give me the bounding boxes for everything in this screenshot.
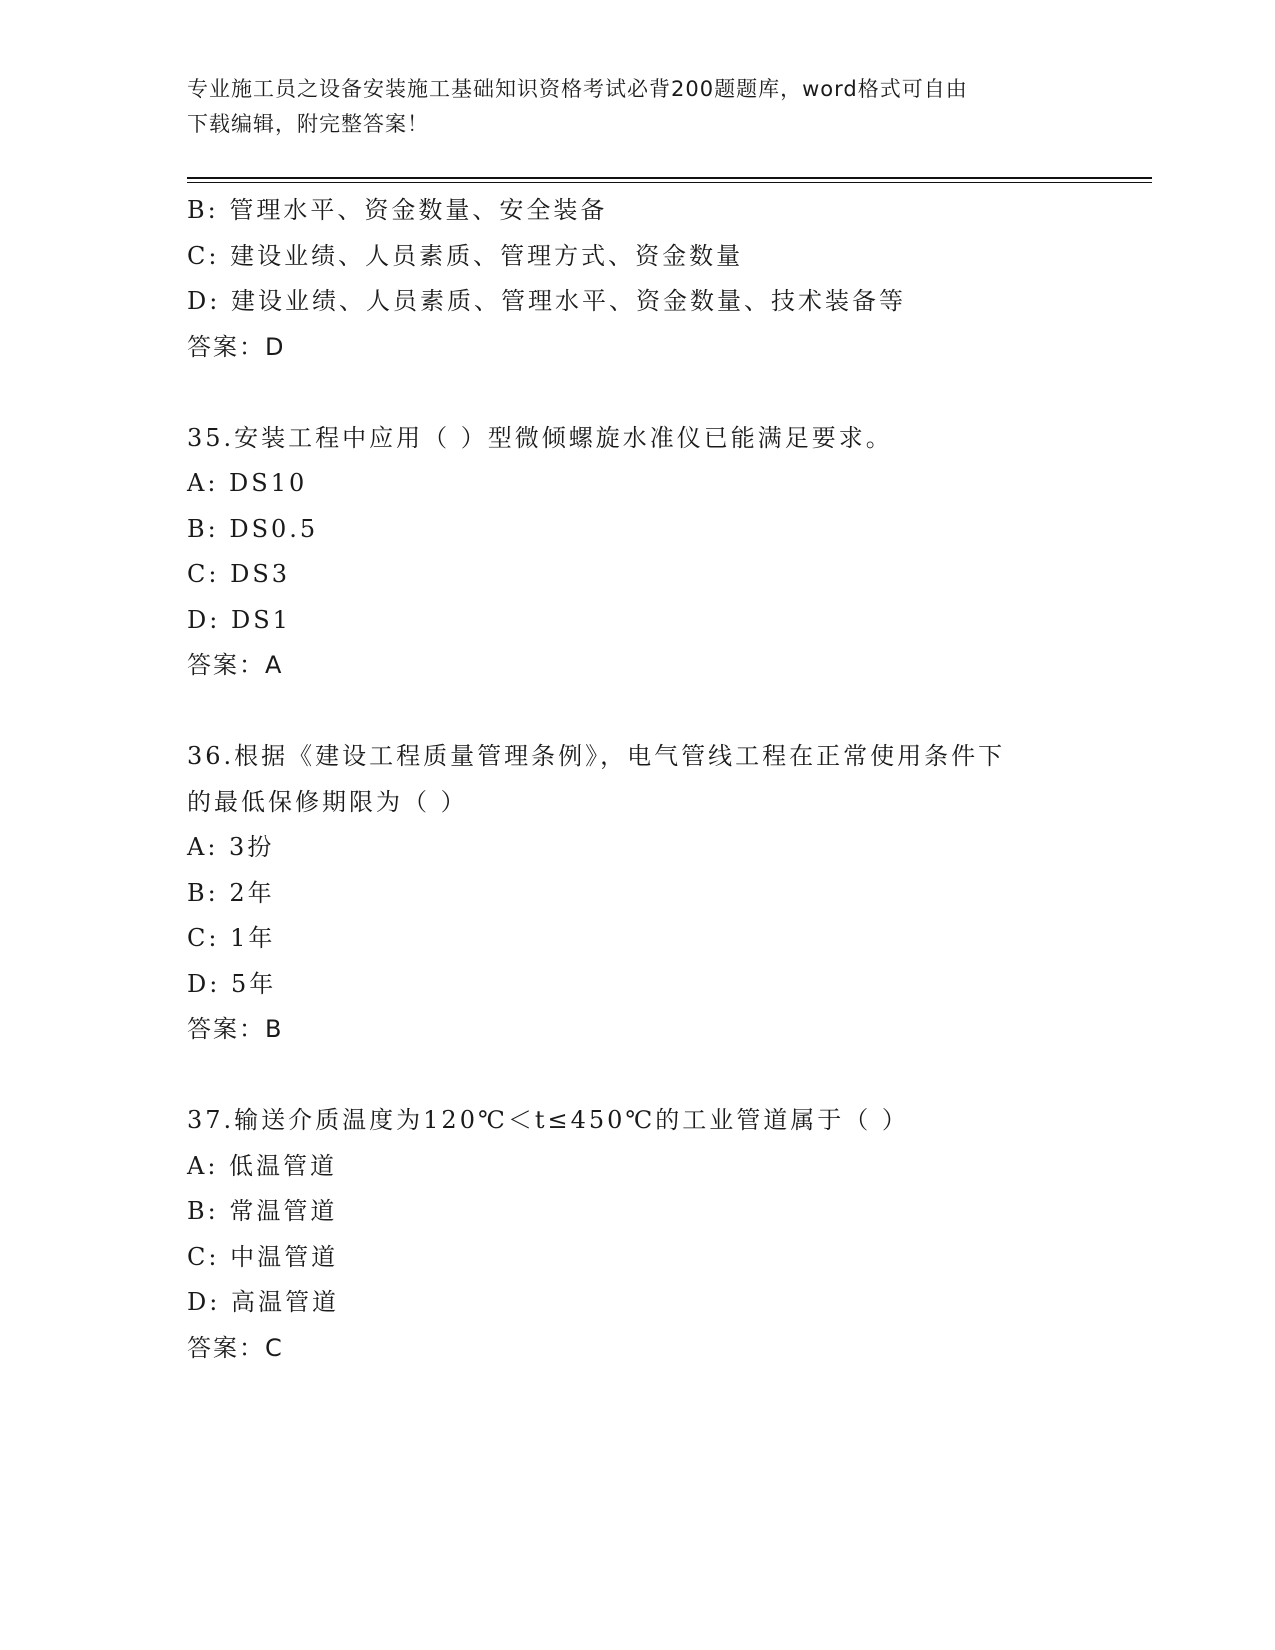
- option-b: B: 2年: [187, 878, 275, 907]
- question-37: [187, 1098, 1152, 1371]
- option-d: D: 5年: [187, 969, 277, 998]
- question-stem-line-1: 36.根据《建设工程质量管理条例》，电气管线工程在正常使用条件下: [187, 742, 1006, 770]
- option-a: A: DS10: [187, 469, 308, 497]
- answer-line: 答案：B: [187, 1015, 284, 1043]
- option-c: C: 中温管道: [187, 1242, 339, 1271]
- option-d: D: 建设业绩、人员素质、管理水平、资金数量、技术装备等: [187, 287, 906, 315]
- question-content: [187, 188, 1152, 1371]
- question-stem: 37.输送介质温度为120℃＜t≤450℃的工业管道属于（ ）: [187, 1106, 909, 1134]
- spacer: [187, 1053, 1152, 1099]
- option-a: A: 3扮: [187, 833, 275, 861]
- question-34-continued: [187, 188, 1152, 370]
- question-35: [187, 416, 1152, 689]
- option-a: A: 低温管道: [187, 1151, 338, 1180]
- spacer: [187, 689, 1152, 735]
- option-d: D: DS1: [187, 605, 291, 634]
- option-b: B: 常温管道: [187, 1197, 338, 1225]
- option-c: C: DS3: [187, 560, 291, 588]
- option-d: D: 高温管道: [187, 1288, 339, 1316]
- question-stem-line-2: 的最低保修期限为（ ）: [187, 787, 468, 816]
- option-c: C: 1年: [187, 924, 276, 952]
- question-stem: 35.安装工程中应用（ ）型微倾螺旋水准仪已能满足要求。: [187, 423, 893, 452]
- answer-line: 答案：D: [187, 332, 286, 361]
- header-title-line-1: 专业施工员之设备安装施工基础知识资格考试必背200题题库，word格式可自由: [187, 77, 968, 101]
- header-divider-thick: [187, 177, 1152, 179]
- header-title-line-2: 下载编辑，附完整答案！: [187, 112, 429, 136]
- question-36: [187, 734, 1152, 1053]
- option-b: B: DS0.5: [187, 514, 319, 543]
- option-b: B: 管理水平、资金数量、安全装备: [187, 196, 608, 224]
- header-divider-thin: [187, 182, 1152, 183]
- spacer: [187, 370, 1152, 416]
- option-c: C: 建设业绩、人员素质、管理方式、资金数量: [187, 241, 744, 270]
- answer-line: 答案：A: [187, 651, 284, 679]
- document-header: [187, 72, 1067, 142]
- answer-line: 答案：C: [187, 1333, 284, 1362]
